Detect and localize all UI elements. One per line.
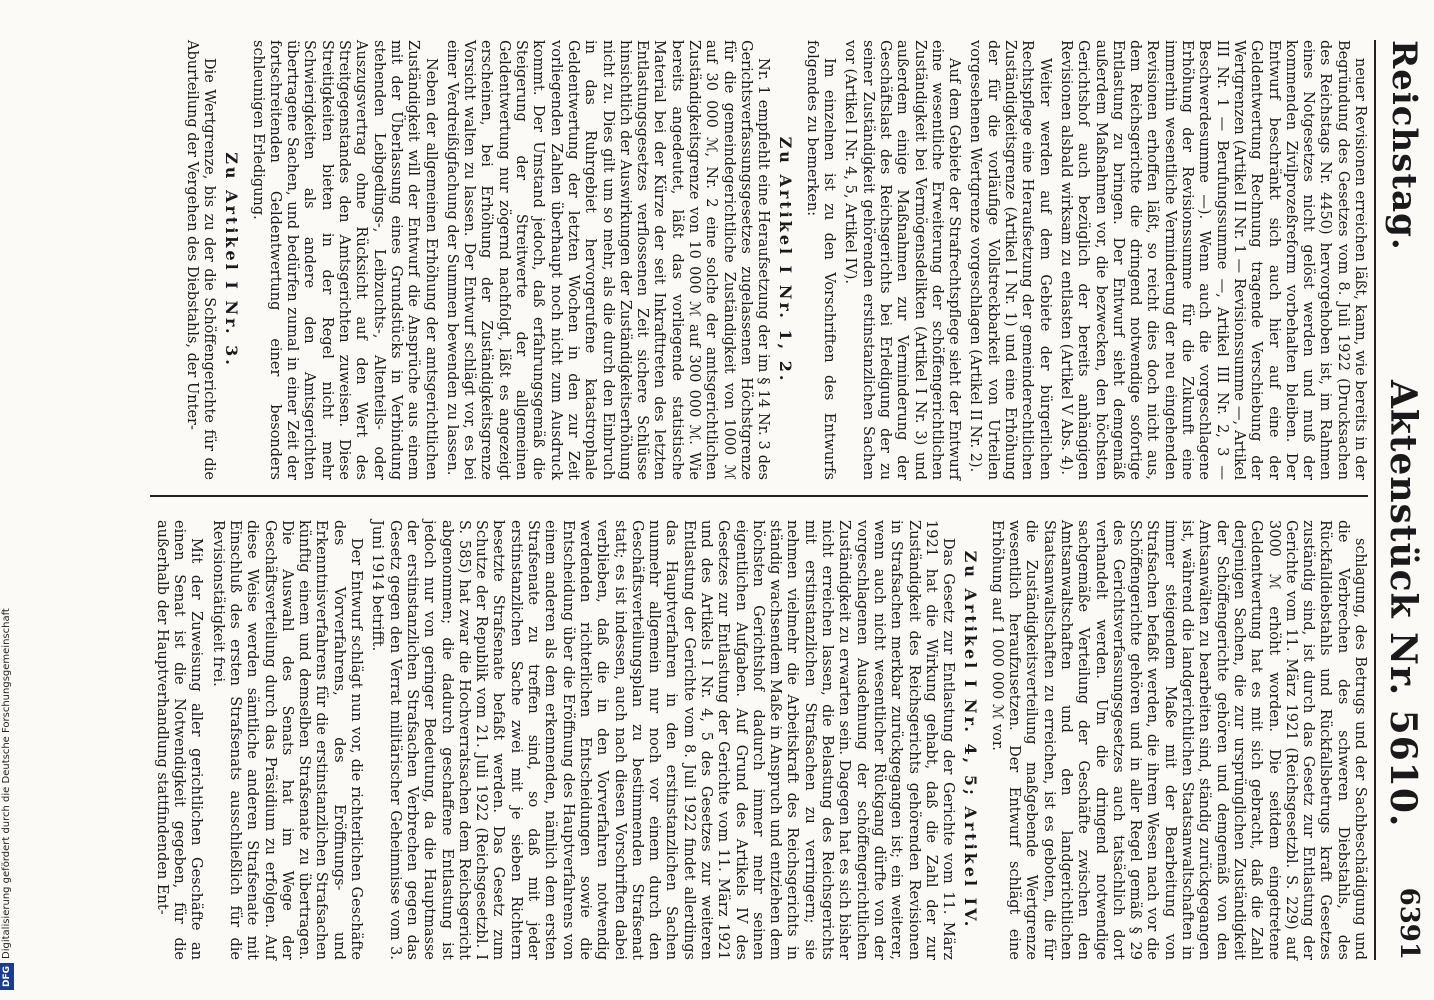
- section-heading: Zu Artikel I Nr. 4, 5; Artikel IV.: [961, 550, 981, 930]
- dfg-logo-icon: DFG: [0, 963, 14, 990]
- paragraph: Der Entwurf schlägt nun vor, die richterlichen Geschäfte des Vorverfahrens, des Eröffnungs- und Erkenntnisverfahrens für die erstinstanzlichen Strafsachen künftig einem und demselben Strafsenate zu übertragen. Die Auswahl des Senats hat im Wege der Geschäftsverteilung durch das Präsidium zu erfolgen. Auf diese Weise werden sämtliche anderen Strafsenate mit Einschluß des ersten Strafsenats ausschließlich für die Revisionstätigkeit frei.: [209, 520, 365, 960]
- credit-text: Digitalisierung gefördert durch die Deutsche Forschungsgemeinschaft: [1, 608, 12, 959]
- page-header: [1364, 40, 1424, 960]
- section-heading: Zu Artikel I Nr. 3.: [222, 152, 242, 368]
- digitization-credit: [0, 0, 14, 1000]
- header-rule: [1374, 40, 1376, 960]
- paragraph: Weiter werden auf dem Gebiete der bürgerlichen Rechtspflege eine Heraufsetzung der gemeinderechtlichen Zuständigkeitsgrenze (Artikel I Nr. 1) und eine Erhöhung der für die vorläufige Vollstreckbarkeit von Urteilen vorgesehenen Wertgrenze vorgeschlagen (Artikel II Nr. 2).: [967, 40, 1053, 480]
- paragraph: Mit der Zuweisung aller gerichtlichen Geschäfte an einen Senat ist die Notwendigkeit gegeben, für die außerhalb der Hauptverhandlung stattfindenden Ent-: [153, 520, 205, 960]
- column-divider: [150, 495, 1368, 497]
- paragraph: Das Gesetz zur Entlastung der Gerichte vom 11. März 1921 hat die Wirkung gehabt, daß die Zahl der zur Zuständigkeit des Reichsgerichts gehörenden Revisionen in Strafsachen merkbar zurückgegangen ist; ein weiterer, wenn auch nicht wesentlicher Rückgang dürfte von der vorgeschlagenen Ausdehnung der schöffengerichtlichen Zuständigkeit zu erwarten sein. Dagegen hat es sich bisher nicht erreichen lassen, die Belastung des Reichsgerichts mit erstinstanzlichen Strafsachen zu verringern; sie nehmen vielmehr die Arbeitskraft des Reichsgerichts in ständig wachsendem Maße in Anspruch und entziehen dem höchsten Gerichtshof dadurch immer mehr seinen eigentlichen Aufgaben. Auf Grund des Artikels IV des Gesetzes zur Entlastung der Gerichte vom 11. März 1921 und des Artikels I Nr. 4, 5 des Gesetzes zur weiteren Entlastung der Gerichte vom 8. Juli 1922 findet allerdings das Hauptverfahren in den erstinstanzlichen Sachen nunmehr allgemein nur noch vor einem durch den Geschäftsverteilungsplan zu bestimmenden Strafsenat statt; es ist indessen, auch nach diesen Vorschriften dabei verblieben, daß die in den Vorverfahren notwendig werdenden richterlichen Entscheidungen sowie die Entscheidung über die Eröffnung des Hauptverfahrens von einem anderen als dem erkennenden, nämlich dem ersten Strafsenate zu treffen sind, so daß mit jeder erstinstanzlichen Sache zwei mit je sieben Richtern besetzte Strafsenate befaßt werden. Das Gesetz zum Schutze der Republik vom 21. Juli 1922 (Reichsgesetzbl. I S. 585) hat zwar die Hochverratsachen dem Reichsgericht abgenommen; die dadurch geschaffene Entlastung ist jedoch nur von geringer Bedeutung, da die Hauptmasse der erstinstanzlichen Strafsachen Verbrechen gegen das Gesetz gegen den Verrat militärischer Geheimnisse vom 3. Juni 1914 betrifft.: [369, 520, 957, 960]
- paragraph: Neben der allgemeinen Erhöhung der amtsgerichtlichen Zuständigkeit will der Entwurf die Ansprüche aus einem mit der Überlassung eines Grundstücks in Verbindung stehenden Leibgedings-, Leibzuchts-, Altenteils- oder Auszugsvertrag ohne Rücksicht auf den Wert des Streitgegenstandes den Amtsgerichten zuweisen. Diese Streitigkeiten bieten in der Regel nicht mehr Schwierigkeiten als andere den Amtsgerichten übertragene Sachen, und bedürfen zumal in einer Zeit der fortschreitenden Geldentwertung einer besonders schleunigen Erledigung.: [249, 40, 439, 480]
- right-column: [120, 520, 1368, 960]
- paragraph: schlagung, des Betrugs und der Sachbeschädigung und die Verbrechen des schweren Diebstahls, des Rückfalldiebstahls und Rückfallsbetrugs kraft Gesetzes zuständig sind, ist durch das Gesetz zur Entlastung der Gerichte vom 11. März 1921 (Reichsgesetzbl. S. 229) auf 3000 ℳ erhöht worden. Die seitdem eingetretene Geldentwertung hat es mit sich gebracht, daß die Zahl derjenigen Sachen, die zur ursprünglichen Zuständigkeit der Schöffengerichte gehören und demgemäß von den Amtsanwälten zu bearbeiten sind, ständig zurückgegangen ist, während die landgerichtlichen Staatsanwaltschaften in immer steigendem Maße mit der Bearbeitung von Strafsachen befaßt werden, die ihrem Wesen nach vor die Schöffengerichte gehören und in aller Regel gemäß § 29 des Gerichtsverfassungsgesetzes auch tatsächlich dort verhandelt werden. Um die dringend notwendige sachgemäße Verteilung der Geschäfte zwischen den Amtsanwaltschaften und den landgerichtlichen Staatsanwaltschaften zu erreichen, ist es geboten, die für die Zuständigkeitsverteilung maßgebende Wertgrenze wesentlich heraufzusetzen. Der Entwurf schlägt eine Erhöhung auf 1 000 000 ℳ vor.: [988, 520, 1368, 960]
- paragraph: Auf dem Gebiete der Strafrechtspflege sieht der Entwurf eine wesentliche Erweiterung der schöffengerichtlichen Zuständigkeit bei Vermögensdelikten (Artikel I Nr. 3) und außerdem einige Maßnahmen zur Verminderung der Geschäftslast des Reichsgerichts bei Erledigung der zu seiner Zuständigkeit gehörenden erstinstanzlichen Sachen vor (Artikel I Nr. 4, 5, Artikel IV).: [842, 40, 963, 480]
- header-section-title: Reichstag.: [1384, 40, 1424, 251]
- section-heading: Zu Artikel I Nr. 1, 2.: [776, 136, 796, 384]
- paragraph: Nr. 1 empfiehlt eine Heraufsetzung der im § 14 Nr. 3 des Gerichtsverfassungsgesetzes zugelassenen Höchstgrenze für die gemeindegerichtliche Zuständigkeit von 1000 ℳ auf 30 000 ℳ, Nr. 2 eine solche der amtsgerichtlichen Zuständigkeitsgrenze von 10 000 ℳ auf 300 000 ℳ. Wie bereits angedeutet, läßt das vorliegende statistische Material bei der Kürze der seit Inkrafttreten des letzten Entlastungsgesetzes verflossenen Zeit sichere Schlüsse hinsichtlich der Auswirkungen der Zuständigkeitserhöhung nicht zu. Dies gilt um so mehr, als die durch den Einbruch in das Ruhrgebiet hervorgerufene katastrophale Geldentwertung der letzten Wochen in den zur Zeit vorliegenden Zahlen überhaupt noch nicht zum Ausdruck kommt. Der Umstand jedoch, daß erfahrungsgemäß die Steigerung der Streitwerte der allgemeinen Geldentwertung nur zögernd nachfolgt, läßt es angezeigt erscheinen, bei Erhöhung der Zuständigkeitsgrenze Vorsicht walten zu lassen. Der Entwurf schlägt vor, es bei einer Verdreißigfachung der Summen bewenden zu lassen.: [443, 40, 772, 480]
- paragraph: neuer Revisionen erreichen läßt, kann, wie bereits in der Begründung des Gesetzes vom 8. Juli 1922 (Drucksachen des Reichstags Nr. 4450) hervorgehoben ist, im Rahmen eines Notgesetzes nicht gelöst werden und muß der kommenden Zivilprozeßreform vorbehalten bleiben. Der Entwurf beschränkt sich auch hier auf eine der Geldentwertung Rechnung tragende Verschiebung der Wertgrenzen (Artikel II Nr. 1 — Revisionssumme —, Artikel III Nr. 1 — Berufungssumme —, Artikel III Nr. 2, 3 — Beschwerdesumme —). Wenn auch die vorgeschlagene Erhöhung der Revisionssumme für die Zukunft eine immerhin wesentliche Verminderung der neu eingehenden Revisionen erhoffen läßt, so reicht dies doch nicht aus, dem Reichsgerichte die dringend notwendige sofortige Entlastung zu bringen. Der Entwurf sieht demgemäß außerdem Maßnahmen vor, die bezwecken, den höchsten Gerichtshof auch bezüglich der bereits anhängigen Revisionen alsbald wirksam zu entlasten (Artikel V Abs. 4).: [1057, 40, 1368, 480]
- left-column: [120, 40, 1368, 480]
- page-number: 6391: [1394, 887, 1424, 960]
- paragraph: Die Wertgrenze, bis zu der die Schöffengerichte für die Aburteilung der Vergehen des Diebstahls, der Unter-: [183, 40, 217, 480]
- header-document-number: Aktenstück Nr. 5610.: [1382, 380, 1424, 828]
- paragraph: Im einzelnen ist zu den Vorschriften des Entwurfs folgendes zu bemerken:: [803, 40, 838, 480]
